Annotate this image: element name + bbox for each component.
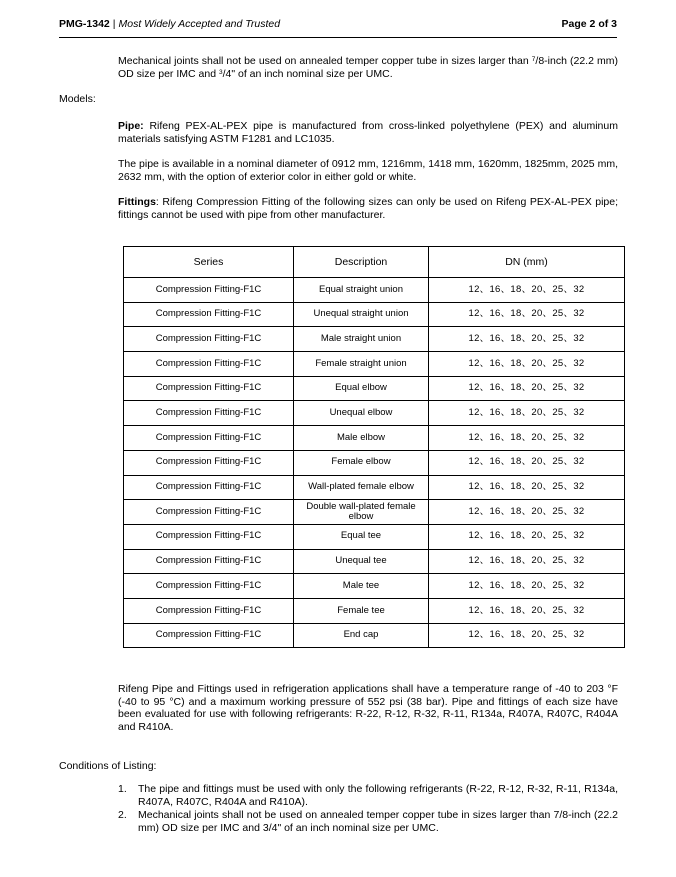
cell-description: End cap (294, 623, 429, 648)
intro-text-middle: -inch (22.2 mm) OD size per IMC and (118, 55, 618, 80)
cell-description: Male elbow (294, 426, 429, 451)
table-row (124, 623, 625, 648)
cell-description: Double wall-plated female elbow (294, 500, 429, 525)
cell-description: Unequal elbow (294, 401, 429, 426)
intro-text-end: " of an inch nominal size per UMC. (231, 67, 393, 80)
page-header (59, 15, 617, 38)
cell-dn: 12、16、18、20、25、32 (429, 401, 625, 426)
cell-series: Compression Fitting-F1C (124, 450, 294, 475)
condition-item (118, 809, 618, 834)
cell-description: Equal tee (294, 524, 429, 549)
fittings-text: : Rifeng Compression Fitting of the following sizes can only be used on Rifeng PEX-AL-PEX pipe; fittings cannot be used with pipe from other manufacturer. (118, 196, 618, 221)
condition-number: 1. (118, 783, 127, 795)
cell-dn: 12、16、18、20、25、32 (429, 352, 625, 377)
cell-description: Equal elbow (294, 376, 429, 401)
intro-text-start: Mechanical joints shall not be used on annealed temper copper tube in sizes larger than (118, 55, 532, 67)
table-row (124, 376, 625, 401)
cell-description: Wall-plated female elbow (294, 475, 429, 500)
cell-series: Compression Fitting-F1C (124, 327, 294, 352)
pipe-label: Pipe: (118, 120, 144, 132)
header-left (59, 18, 280, 30)
fraction-denominator: /8 (535, 55, 545, 67)
cell-description: Equal straight union (294, 278, 429, 303)
column-header-series: Series (124, 247, 294, 278)
cell-description: Male tee (294, 574, 429, 599)
cell-description: Female elbow (294, 450, 429, 475)
fittings-label: Fittings (118, 196, 156, 208)
table-body (124, 278, 625, 648)
page-number: Page 2 of 3 (561, 18, 617, 30)
cell-dn: 12、16、18、20、25、32 (429, 278, 625, 303)
table-row (124, 450, 625, 475)
condition-text: Mechanical joints shall not be used on annealed temper copper tube in sizes larger than 7/8-inch (22.2 mm) OD size per IMC and 3/4" of an inch nominal size per UMC. (138, 809, 618, 834)
refrigeration-paragraph: Rifeng Pipe and Fittings used in refrigeration applications shall have a temperature range of -40 to 203 °F (-40 to 95 °C) and a maximum working pressure of 552 psi (38 bar). Pipe and fittings of each size have been evaluated for use with following refrigerants: R-22, R-12, R-32, R-11, R134a, R407A, R407C, R404A and R410A. (118, 683, 618, 733)
cell-series: Compression Fitting-F1C (124, 500, 294, 525)
table-header-row (124, 247, 625, 278)
cell-series: Compression Fitting-F1C (124, 574, 294, 599)
table-row (124, 598, 625, 623)
cell-dn: 12、16、18、20、25、32 (429, 500, 625, 525)
intro-paragraph (118, 55, 618, 80)
doc-code: PMG-1342 (59, 18, 110, 30)
pipe-paragraph (118, 120, 618, 145)
table-row (124, 524, 625, 549)
cell-series: Compression Fitting-F1C (124, 302, 294, 327)
header-tagline: Most Widely Accepted and Trusted (118, 18, 281, 30)
fraction-numerator: 3 (218, 68, 223, 76)
table-row (124, 352, 625, 377)
cell-dn: 12、16、18、20、25、32 (429, 524, 625, 549)
column-header-dn: DN (mm) (429, 247, 625, 278)
cell-dn: 12、16、18、20、25、32 (429, 574, 625, 599)
cell-description: Female tee (294, 598, 429, 623)
cell-dn: 12、16、18、20、25、32 (429, 376, 625, 401)
table-row (124, 278, 625, 303)
cell-series: Compression Fitting-F1C (124, 376, 294, 401)
condition-number: 2. (118, 809, 127, 821)
conditions-label: Conditions of Listing: (59, 760, 157, 772)
cell-series: Compression Fitting-F1C (124, 278, 294, 303)
table-row (124, 327, 625, 352)
condition-text: The pipe and fittings must be used with only the following refrigerants (R-22, R-12, R-32, R-11, R134a, R407A, R407C, R404A and R410A). (138, 783, 618, 808)
column-header-description: Description (294, 247, 429, 278)
cell-dn: 12、16、18、20、25、32 (429, 426, 625, 451)
cell-dn: 12、16、18、20、25、32 (429, 327, 625, 352)
cell-description: Male straight union (294, 327, 429, 352)
header-separator: | (112, 18, 116, 30)
cell-series: Compression Fitting-F1C (124, 401, 294, 426)
cell-series: Compression Fitting-F1C (124, 623, 294, 648)
cell-dn: 12、16、18、20、25、32 (429, 549, 625, 574)
table-row (124, 475, 625, 500)
models-label: Models: (59, 93, 96, 105)
table-row (124, 549, 625, 574)
cell-series: Compression Fitting-F1C (124, 598, 294, 623)
cell-dn: 12、16、18、20、25、32 (429, 475, 625, 500)
fittings-table (123, 246, 625, 648)
table-row (124, 302, 625, 327)
cell-dn: 12、16、18、20、25、32 (429, 598, 625, 623)
conditions-list (118, 783, 618, 835)
fittings-paragraph (118, 196, 618, 221)
fraction-numerator: 7 (531, 56, 536, 63)
cell-series: Compression Fitting-F1C (124, 426, 294, 451)
cell-series: Compression Fitting-F1C (124, 549, 294, 574)
cell-dn: 12、16、18、20、25、32 (429, 450, 625, 475)
table-row (124, 401, 625, 426)
cell-series: Compression Fitting-F1C (124, 475, 294, 500)
table-row (124, 500, 625, 525)
cell-description: Female straight union (294, 352, 429, 377)
condition-item (118, 783, 618, 808)
pipe-sizes-paragraph: The pipe is available in a nominal diameter of 0912 mm, 1216mm, 1418 mm, 1620mm, 1825mm, 2025 mm, 2632 mm, with the option of exterior color in either gold or white. (118, 158, 618, 183)
fraction-denominator: /4 (222, 67, 232, 80)
cell-dn: 12、16、18、20、25、32 (429, 623, 625, 648)
cell-series: Compression Fitting-F1C (124, 524, 294, 549)
table-row (124, 574, 625, 599)
cell-series: Compression Fitting-F1C (124, 352, 294, 377)
cell-dn: 12、16、18、20、25、32 (429, 302, 625, 327)
cell-description: Unequal straight union (294, 302, 429, 327)
cell-description: Unequal tee (294, 549, 429, 574)
pipe-text: Rifeng PEX-AL-PEX pipe is manufactured from cross-linked polyethylene (PEX) and aluminum materials satisfying ASTM F1281 and LC1035. (118, 120, 618, 145)
table-row (124, 426, 625, 451)
